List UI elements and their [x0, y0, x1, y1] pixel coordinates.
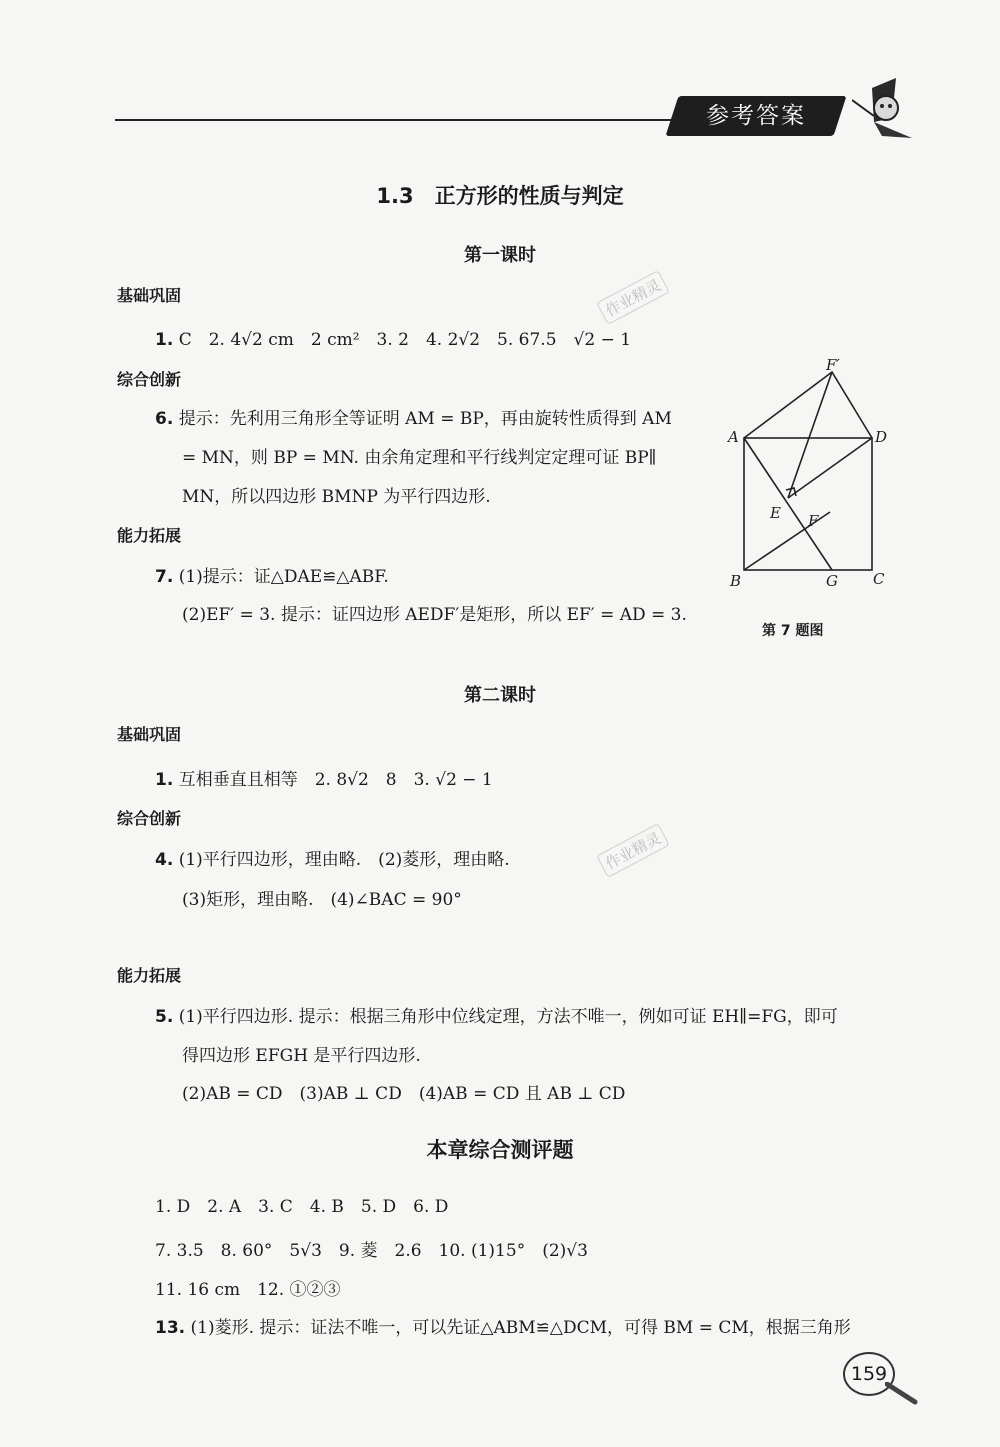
- q6-line1: [155, 404, 672, 429]
- chapter-test-title: 本章综合测评题: [426, 1138, 574, 1162]
- label-G: G: [826, 572, 838, 590]
- label-B: B: [730, 572, 742, 590]
- q5-text1: (1)平行四边形. 提示：根据三角形中位线定理，方法不唯一，例如可证 EH∥=FG，即可: [178, 1007, 838, 1027]
- watermark: 作业精灵: [596, 823, 670, 878]
- q6-line2: = MN，则 BP = MN. 由余角定理和平行线判定定理可证 BP∥: [182, 448, 657, 468]
- q4-line2: (3)矩形，理由略. (4)∠BAC = 90°: [182, 890, 462, 910]
- q5-number: 5.: [155, 1007, 174, 1027]
- q4-line1: [155, 845, 510, 870]
- answer-line: 互相垂直且相等 2. 8√2 8 3. √2 − 1: [178, 770, 493, 790]
- q5-line3: (2)AB = CD (3)AB ⊥ CD (4)AB = CD 且 AB ⊥ CD: [182, 1084, 626, 1104]
- lesson2-ext-label: 能力拓展: [117, 966, 182, 985]
- lesson1-synth-label: 综合创新: [117, 370, 182, 389]
- answer-number: 1.: [155, 330, 174, 350]
- q7-line2: (2)EF′ = 3. 提示：证四边形 AEDF′是矩形，所以 EF′ = AD = 3.: [182, 605, 687, 625]
- q7-text1: (1)提示：证△DAE≌△ABF.: [178, 567, 389, 587]
- q13-line1: [155, 1313, 851, 1338]
- header-tab-label: 参考答案: [706, 103, 806, 129]
- chapter-answers-2: 7. 3.5 8. 60° 5√3 9. 菱 2.6 10. (1)15° (2)√3: [155, 1241, 588, 1261]
- q4-number: 4.: [155, 850, 174, 870]
- lesson1-basic-answers: [155, 325, 631, 350]
- answer-1: C: [178, 330, 192, 350]
- q6-number: 6.: [155, 409, 174, 429]
- q5-line1: [155, 1002, 838, 1027]
- watermark: 作业精灵: [596, 270, 670, 325]
- lesson2-synth-label: 综合创新: [117, 809, 182, 828]
- lesson1-title: 第一课时: [464, 245, 536, 266]
- label-A: A: [728, 428, 739, 446]
- chapter-answers-1: 1. D 2. A 3. C 4. B 5. D 6. D: [155, 1197, 449, 1217]
- answer-number: 1.: [155, 770, 174, 790]
- q13-text: (1)菱形. 提示：证法不唯一，可以先证△ABM≌△DCM，可得 BM = CM，根据三角形: [190, 1318, 851, 1338]
- lesson2-basic-answers: [155, 765, 493, 790]
- lesson1-basic-label: 基础巩固: [117, 286, 182, 305]
- q7-number: 7.: [155, 567, 174, 587]
- label-E: E: [770, 504, 781, 522]
- chapter-answers-3: 11. 16 cm 12. ①②③: [155, 1280, 341, 1300]
- label-F: F: [808, 512, 819, 530]
- lesson2-basic-label: 基础巩固: [117, 725, 182, 744]
- label-C: C: [873, 570, 885, 588]
- answer-line: 2. 4√2 cm 2 cm² 3. 2 4. 2√2 5. 67.5 √2 − 1: [208, 330, 632, 350]
- header-rule: [115, 119, 685, 121]
- q6-line3: MN，所以四边形 BMNP 为平行四边形.: [182, 487, 491, 507]
- q4-text1: (1)平行四边形，理由略. (2)菱形，理由略.: [178, 850, 510, 870]
- lesson1-ext-label: 能力拓展: [117, 526, 182, 545]
- section-title: 1.3 正方形的性质与判定: [376, 184, 624, 208]
- page-number: 159: [843, 1352, 895, 1396]
- label-D: D: [875, 428, 888, 446]
- geometry-figure: [722, 358, 894, 598]
- lesson2-title: 第二课时: [464, 685, 536, 706]
- label-F-prime: F′: [826, 358, 840, 374]
- q5-line2: 得四边形 EFGH 是平行四边形.: [182, 1046, 421, 1066]
- q6-text1: 提示：先利用三角形全等证明 AM = BP，再由旋转性质得到 AM: [178, 409, 672, 429]
- q13-number: 13.: [155, 1318, 186, 1338]
- pencil-mascot-icon: [852, 78, 924, 146]
- q7-line1: [155, 562, 389, 587]
- figure-caption: 第 7 题图: [762, 623, 824, 639]
- header-tab: [666, 96, 847, 136]
- magnifier-handle-icon: [885, 1382, 921, 1406]
